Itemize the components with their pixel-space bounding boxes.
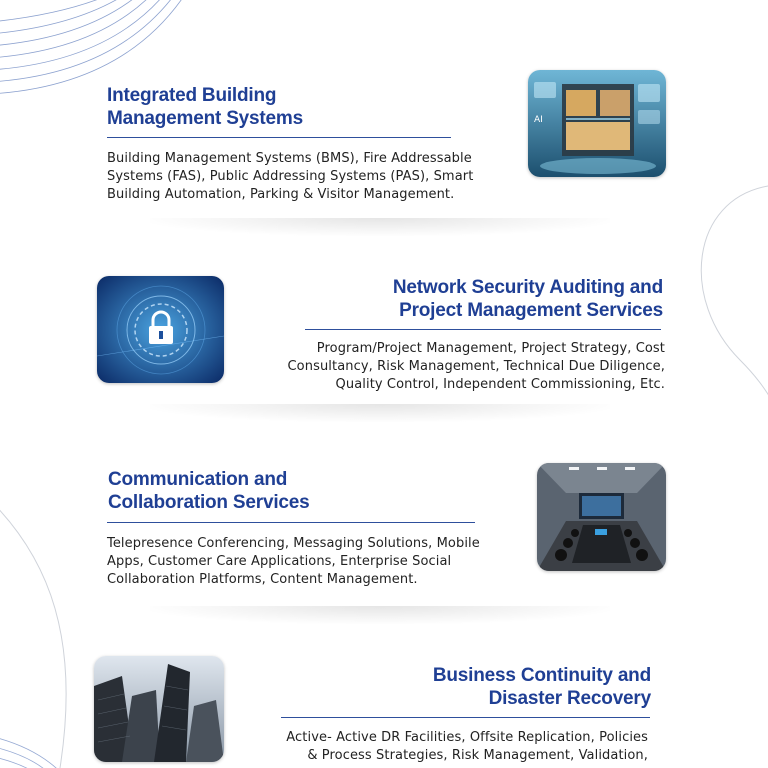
description-line: Consultancy, Risk Management, Technical Due Diligence,	[287, 359, 665, 374]
image-badge-text: AI	[534, 115, 543, 125]
description-line: Quality Control, Independent Commissioning, Etc.	[335, 377, 665, 392]
smart-building-image	[528, 70, 666, 177]
title-underline	[107, 522, 475, 523]
service-title-line: Collaboration Services	[108, 492, 310, 513]
service-title-line: Communication and	[108, 469, 288, 490]
section-shadow	[150, 606, 610, 624]
skyscraper-image	[94, 656, 224, 762]
service-title-line: Disaster Recovery	[488, 688, 651, 709]
title-underline	[281, 717, 650, 718]
title-underline	[305, 329, 661, 330]
service-description-communication	[107, 535, 480, 589]
section-shadow	[150, 404, 610, 422]
service-description-network-security	[288, 340, 666, 394]
service-title-line: Network Security Auditing and	[392, 277, 663, 298]
service-title-line: Business Continuity and	[432, 665, 651, 686]
service-title-business-continuity	[433, 664, 651, 710]
description-line: Program/Project Management, Project Strategy, Cost	[316, 341, 665, 356]
conference-room-image	[537, 463, 666, 571]
service-title-line: Management Systems	[107, 108, 303, 129]
description-line: Active- Active DR Facilities, Offsite Replication, Policies	[286, 730, 648, 745]
service-description-business-continuity	[286, 729, 648, 765]
security-lock-image	[97, 276, 224, 383]
description-line: Telepresence Conferencing, Messaging Solutions, Mobile	[107, 536, 480, 551]
service-title-line: Integrated Building	[107, 85, 277, 106]
service-title-communication	[108, 468, 310, 514]
description-line: Collaboration Platforms, Content Management.	[107, 572, 418, 587]
title-underline	[107, 137, 451, 138]
description-line: Building Automation, Parking & Visitor Management.	[107, 187, 455, 202]
description-line: Systems (FAS), Public Addressing Systems (PAS), Smart	[107, 169, 474, 184]
service-description-building-management	[107, 150, 473, 204]
description-line: Building Management Systems (BMS), Fire Addressable	[107, 151, 472, 166]
service-title-line: Project Management Services	[399, 300, 663, 321]
service-title-network-security	[393, 276, 663, 322]
description-line: Apps, Customer Care Applications, Enterprise Social	[107, 554, 452, 569]
description-line: & Process Strategies, Risk Management, Validation,	[307, 748, 648, 763]
section-shadow	[150, 218, 610, 236]
service-title-building-management	[107, 84, 303, 130]
